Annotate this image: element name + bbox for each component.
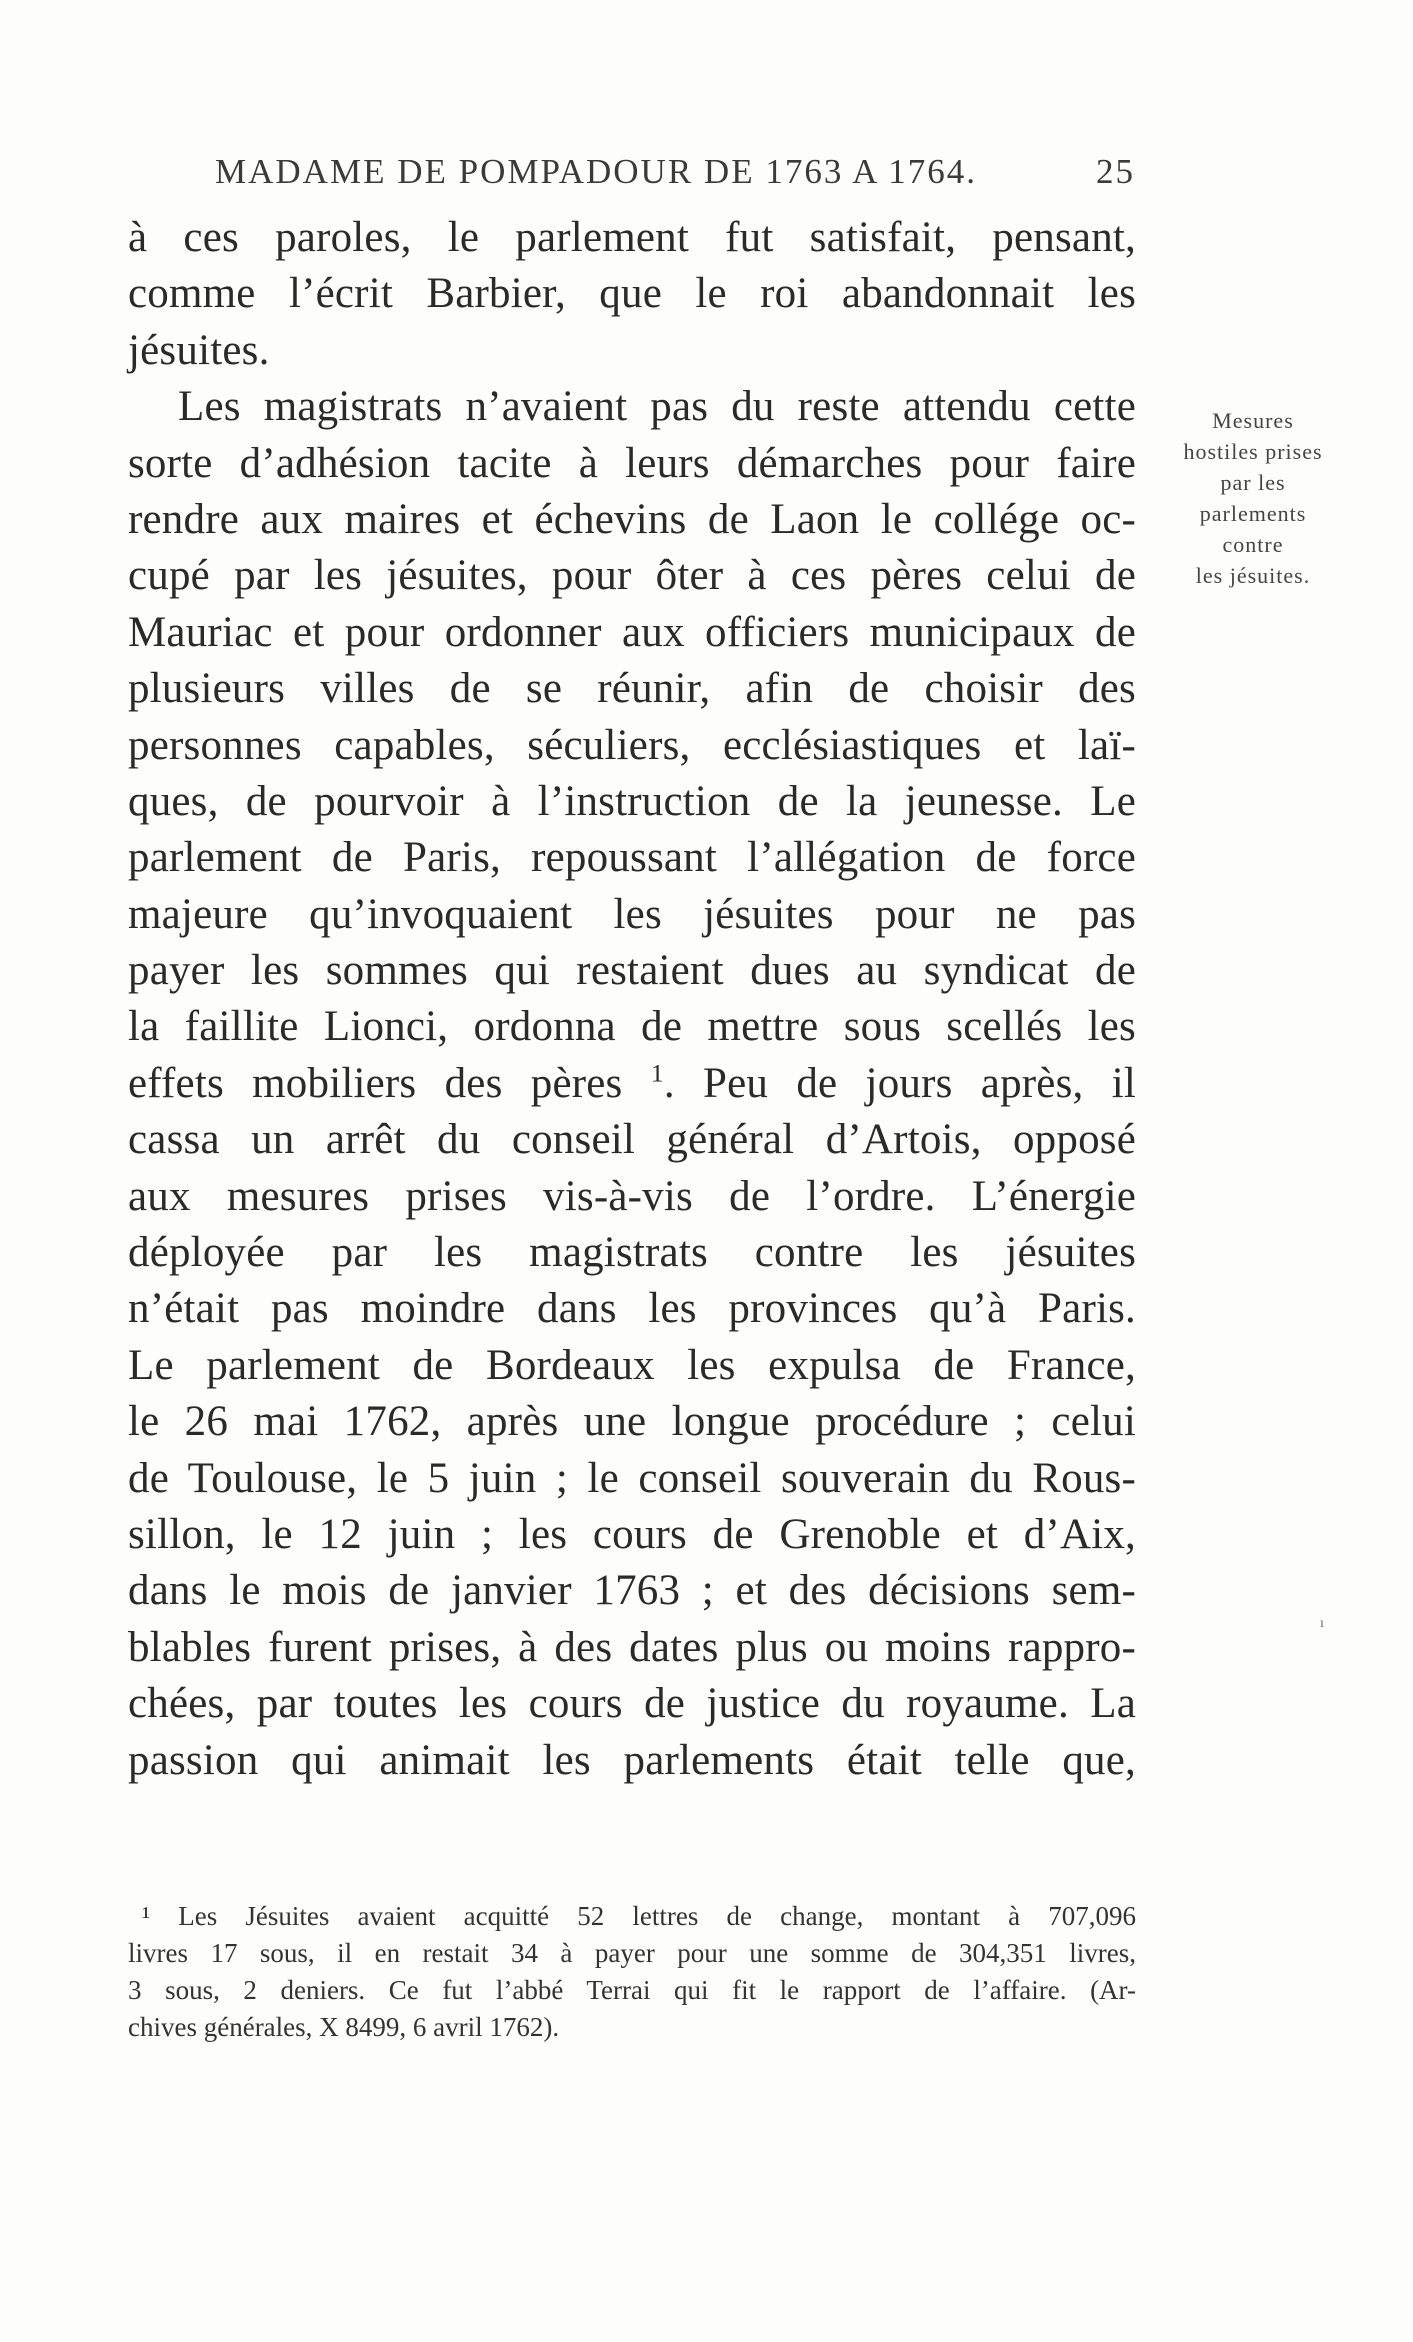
margin-note-line: par les: [1220, 470, 1286, 495]
margin-note-line: contre: [1222, 532, 1284, 557]
footnotes: [128, 1898, 1136, 2046]
running-head-title: MADAME DE POMPADOUR DE 1763 A 1764.: [215, 152, 977, 191]
body-text: [128, 210, 1136, 1789]
footnote-marker: ¹: [142, 1901, 151, 1931]
body-line: parlement de Paris, repoussant l’allégation de force: [128, 834, 1136, 882]
footnote-line: 3 sous, 2 deniers. Ce fut l’abbé Terrai qui fit le rapport de l’affaire. (Ar-: [128, 1975, 1136, 2005]
body-line: cupé par les jésuites, pour ôter à ces pères celui de: [128, 552, 1136, 600]
body-line: cassa un arrêt du conseil général d’Artois, opposé: [128, 1116, 1136, 1164]
body-line: sorte d’adhésion tacite à leurs démarches pour faire: [128, 439, 1136, 487]
body-line-start: effets mobiliers des pères: [128, 1059, 623, 1107]
body-line: déployée par les magistrats contre les jésuites: [128, 1229, 1136, 1277]
body-line: de Toulouse, le 5 juin ; le conseil souverain du Rous-: [128, 1454, 1136, 1502]
body-line: sillon, le 12 juin ; les cours de Grenoble et d’Aix,: [128, 1510, 1136, 1558]
body-line: ques, de pourvoir à l’instruction de la jeunesse. Le: [128, 777, 1136, 825]
page-number: 25: [1096, 152, 1135, 191]
body-line: majeure qu’invoquaient les jésuites pour ne pas: [128, 890, 1136, 938]
body-line: blables furent prises, à des dates plus ou moins rappro-: [128, 1623, 1136, 1671]
body-line: le 26 mai 1762, après une longue procédure ; celui: [128, 1398, 1136, 1446]
body-line: n’était pas moindre dans les provinces qu’à Paris.: [128, 1285, 1136, 1333]
body-line: Le parlement de Bordeaux les expulsa de France,: [128, 1341, 1136, 1389]
margin-note-line: Mesures: [1212, 408, 1294, 433]
body-line: comme l’écrit Barbier, que le roi abandonnait les: [128, 270, 1136, 318]
margin-note-line: les jésuites.: [1195, 563, 1311, 588]
body-line: aux mesures prises vis-à-vis de l’ordre. L’énergie: [128, 1172, 1136, 1220]
margin-note: [1148, 405, 1358, 591]
footnote-line: livres 17 sous, il en restait 34 à payer pour une somme de 304,351 livres,: [128, 1938, 1136, 1968]
body-line: Mauriac et pour ordonner aux officiers municipaux de: [128, 608, 1136, 656]
body-line: passion qui animait les parlements était telle que,: [128, 1736, 1136, 1784]
body-line: rendre aux maires et échevins de Laon le collége oc-: [128, 495, 1136, 543]
body-line: Les magistrats n’avaient pas du reste attendu cette: [178, 383, 1136, 431]
body-line: la faillite Lionci, ordonna de mettre sous scellés les: [128, 1003, 1136, 1051]
margin-note-line: parlements: [1199, 501, 1307, 526]
body-line: personnes capables, séculiers, ecclésiastiques et laï-: [128, 721, 1136, 769]
footnote-line: chives générales, X 8499, 6 avril 1762).: [128, 2012, 560, 2042]
footnote-line: [128, 1898, 1136, 1935]
running-head: [215, 152, 1135, 198]
body-line: à ces paroles, le parlement fut satisfait, pensant,: [128, 214, 1136, 261]
body-line: payer les sommes qui restaient dues au syndicat de: [128, 947, 1136, 995]
body-line: dans le mois de janvier 1763 ; et des décisions sem-: [128, 1567, 1136, 1615]
body-line-with-footnote-ref: [128, 1056, 1136, 1112]
footnote-text: Les Jésuites avaient acquitté 52 lettres de change, montant à 707,096: [178, 1901, 1137, 1931]
margin-note-line: hostiles prises: [1183, 439, 1323, 464]
stray-mark: ı: [1320, 1616, 1324, 1631]
body-line: plusieurs villes de se réunir, afin de choisir des: [128, 665, 1136, 713]
body-line-end: . Peu de jours après, il: [663, 1059, 1136, 1107]
body-line: chées, par toutes les cours de justice du royaume. La: [128, 1680, 1136, 1728]
body-line: jésuites.: [128, 326, 270, 374]
footnote-reference[interactable]: 1: [650, 1058, 664, 1088]
